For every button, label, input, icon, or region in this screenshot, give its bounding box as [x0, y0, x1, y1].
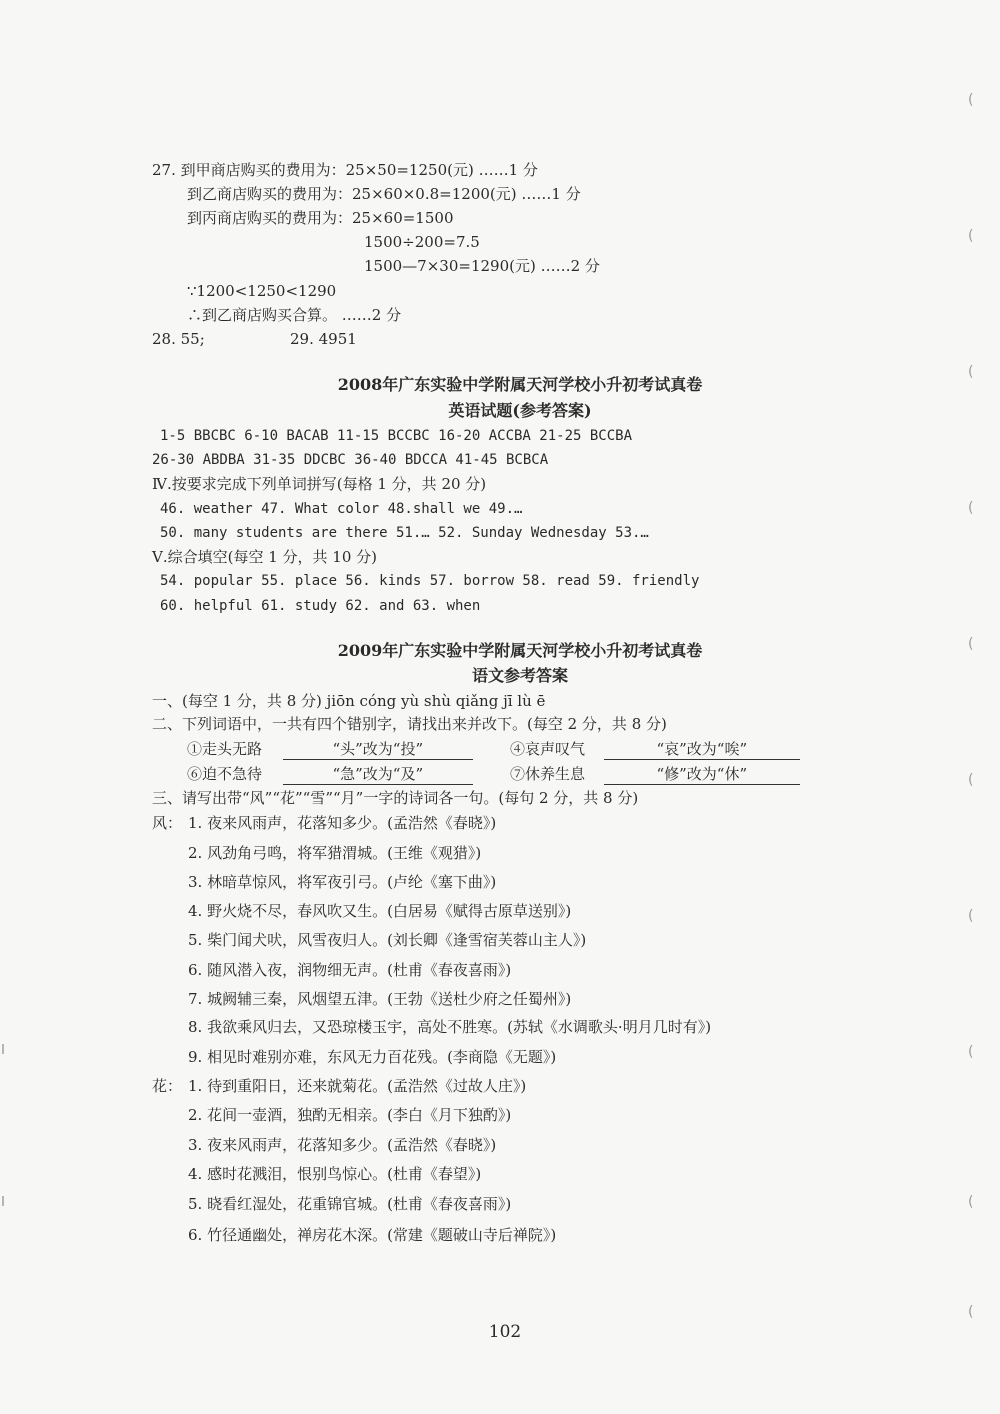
chinese-q2-item [510, 739, 800, 760]
binder-hole-icon: ( [968, 1044, 974, 1060]
math-q27-line6: ∵1200<1250<1290 [187, 282, 337, 300]
poem-line: 7. 城阙辅三秦，风烟望五津。(王勃《送杜少府之任蜀州》) [188, 990, 572, 1008]
poem-line: 5. 柴门闻犬吠，风雪夜归人。(刘长卿《逢雪宿芙蓉山主人》) [188, 931, 587, 949]
chinese-q2-item [510, 764, 800, 785]
chinese-q2-item [187, 764, 473, 785]
chinese-q3-header: 三、请写出带“风”“花”“雪”“月”一字的诗词各一句。(每句 2 分，共 8 分) [152, 789, 639, 807]
english-section5-row2: 60. helpful 61. study 62. and 63. when [160, 598, 481, 614]
scan-edge-mark [2, 1196, 4, 1206]
chinese-q2-item [187, 739, 473, 760]
math-q27-line5: 1500—7×30=1290(元) ……2 分 [364, 257, 600, 275]
chinese-q2-header: 二、下列词语中，一共有四个错别字，请找出来并改下。(每空 2 分，共 8 分) [152, 715, 667, 733]
q2-item-answer: “哀”改为“唉” [604, 739, 800, 760]
chinese-q1: 一、(每空 1 分，共 8 分) jiōn cóng yù shù qiǎng jī lù ē [152, 692, 546, 710]
binder-hole-icon: ( [968, 228, 974, 244]
math-q27-line1: 27. 到甲商店购买的费用为：25×50=1250(元) ……1 分 [152, 161, 538, 179]
poem-line: 2. 风劲角弓鸣，将军猎渭城。(王维《观猎》) [188, 844, 482, 862]
binder-hole-icon: ( [968, 1194, 974, 1210]
poem-line: 6. 竹径通幽处，禅房花木深。(常建《题破山寺后禅院》) [188, 1226, 557, 1244]
hua-label: 花： [152, 1077, 183, 1095]
binder-hole-icon: ( [968, 772, 974, 788]
math-q29: 29. 4951 [290, 330, 357, 348]
poem-line: 1. 夜来风雨声，花落知多少。(孟浩然《春晓》) [188, 814, 497, 832]
q2-item-label: ④哀声叹气 [510, 740, 586, 758]
math-q27-line7: ∴到乙商店购买合算。 ……2 分 [187, 306, 402, 324]
page-number: 102 [488, 1322, 522, 1342]
chinese-title: 2009年广东实验中学附属天河学校小升初考试真卷 [337, 641, 703, 660]
english-section4-row1: 46. weather 47. What color 48.shall we 49.… [160, 501, 523, 517]
english-section5-header: Ⅴ.综合填空(每空 1 分，共 10 分) [152, 548, 378, 566]
q2-item-answer: “头”改为“投” [283, 739, 473, 760]
poem-line: 6. 随风潜入夜，润物细无声。(杜甫《春夜喜雨》) [188, 961, 512, 979]
binder-hole-icon: ( [968, 500, 974, 516]
poem-line: 3. 夜来风雨声，花落知多少。(孟浩然《春晓》) [188, 1136, 497, 1154]
poem-line: 8. 我欲乘风归去，又恐琼楼玉宇，高处不胜寒。(苏轼《水调歌头·明月几时有》) [188, 1018, 712, 1036]
math-q27-line2: 到乙商店购买的费用为：25×60×0.8=1200(元) ……1 分 [187, 185, 581, 203]
math-q27-line4: 1500÷200=7.5 [364, 233, 480, 251]
english-subtitle: 英语试题(参考答案) [448, 401, 592, 420]
poem-line: 5. 晓看红湿处，花重锦官城。(杜甫《春夜喜雨》) [188, 1195, 512, 1213]
feng-label: 风： [152, 814, 183, 832]
math-q27-line3: 到丙商店购买的费用为：25×60=1500 [187, 209, 454, 227]
q2-item-label: ⑦休养生息 [510, 765, 586, 783]
chinese-subtitle: 语文参考答案 [471, 666, 568, 685]
english-section4-header: Ⅳ.按要求完成下列单词拼写(每格 1 分，共 20 分) [152, 475, 487, 493]
binder-hole-icon: ( [968, 1304, 974, 1320]
binder-hole-icon: ( [968, 364, 974, 380]
scan-edge-mark [2, 1044, 4, 1054]
binder-hole-icon: ( [968, 636, 974, 652]
poem-line: 3. 林暗草惊风，将军夜引弓。(卢纶《塞下曲》) [188, 873, 497, 891]
poem-line: 2. 花间一壶酒，独酌无相亲。(李白《月下独酌》) [188, 1106, 512, 1124]
binder-hole-icon: ( [968, 908, 974, 924]
poem-line: 1. 待到重阳日，还来就菊花。(孟浩然《过故人庄》) [188, 1077, 527, 1095]
poem-line: 4. 野火烧不尽，春风吹又生。(白居易《赋得古原草送别》) [188, 902, 572, 920]
english-answers-row1: 1-5 BBCBC 6-10 BACAB 11-15 BCCBC 16-20 ACCBA 21-25 BCCBA [160, 428, 633, 444]
q2-item-label: ⑥迫不急待 [187, 765, 263, 783]
english-answers-row2: 26-30 ABDBA 31-35 DDCBC 36-40 BDCCA 41-45 BCBCA [152, 452, 549, 468]
english-section5-row1: 54. popular 55. place 56. kinds 57. borrow 58. read 59. friendly [160, 573, 700, 589]
math-q28: 28. 55; [152, 330, 205, 348]
q2-item-answer: “修”改为“休” [604, 764, 800, 785]
q2-item-label: ①走头无路 [187, 740, 263, 758]
q2-item-answer: “急”改为“及” [283, 764, 473, 785]
binder-hole-icon: ( [968, 92, 974, 108]
poem-line: 4. 感时花溅泪，恨别鸟惊心。(杜甫《春望》) [188, 1165, 482, 1183]
english-title: 2008年广东实验中学附属天河学校小升初考试真卷 [337, 375, 703, 394]
english-section4-row2: 50. many students are there 51.… 52. Sunday Wednesday 53.… [160, 525, 649, 541]
poem-line: 9. 相见时难别亦难，东风无力百花残。(李商隐《无题》) [188, 1048, 557, 1066]
